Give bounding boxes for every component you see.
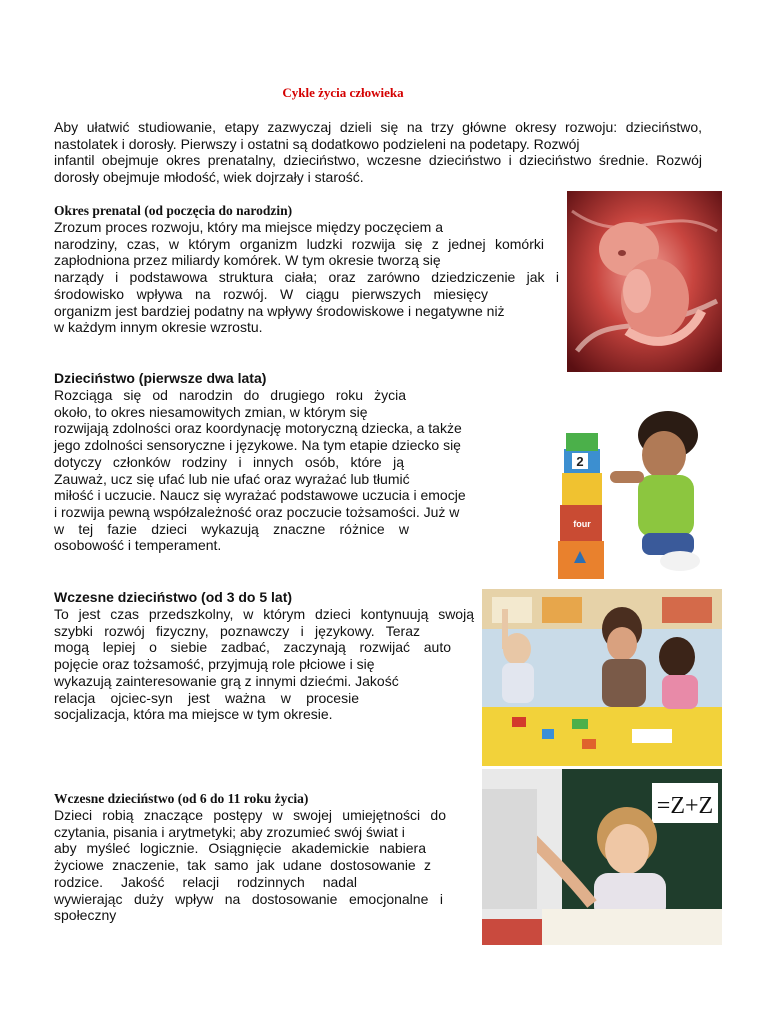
paragraph-line: społeczny (54, 907, 117, 924)
page-title: Cykle życia człowieka (282, 85, 404, 100)
section-paragraph-prenatal (54, 219, 559, 336)
paragraph-line: życiowe znaczenie, tak samo jak udane dostosowanie z (54, 857, 431, 874)
section-heading-infancy: Dzieciństwo (pierwsze dwa lata) (54, 370, 267, 386)
paragraph-line: szybki rozwój fizyczny, poznawczy i językowy. Teraz (54, 622, 420, 639)
preschool-classroom-photo (482, 589, 722, 766)
paragraph-line: i rozwija pewną współzależność oraz poczucie tożsamości. Już w (54, 503, 460, 520)
intro-line: nastolatek i dorosły. Pierwszy i ostatni są dodatkowo podzieleni na podetapy. Rozwój (54, 135, 580, 152)
paragraph-line: narządy i podstawowa struktura ciała; oraz zarówno dziedziczenie jak i (54, 269, 559, 286)
paragraph-line: To jest czas przedszkolny, w którym dzieci kontynuują swoją (54, 606, 474, 622)
section-paragraph-middle-childhood (54, 807, 454, 924)
paragraph-line: dotyczy członków rodziny i innych osób, które ją (54, 453, 404, 470)
fetus-photo (567, 191, 722, 372)
paragraph-line: zapłodniona przez miliardy komórek. W tym okresie tworzą się (54, 252, 441, 269)
paragraph-line: w tej fazie dzieci wykazują znaczne różnice w (54, 520, 409, 537)
paragraph-line: wywierając duży wpływ na dostosowanie emocjonalne i (54, 890, 443, 907)
intro-line: Aby ułatwić studiowanie, etapy zazwyczaj dzieli się na trzy główne okresy rozwoju: dzieciństwo, (54, 119, 702, 135)
paragraph-line: mogą lepiej o siebie zadbać, zaczynają rozwijać auto (54, 639, 451, 656)
paragraph-line: środowisko wpływa na rozwój. W ciągu pierwszych miesięcy (54, 285, 488, 302)
paragraph-line: narodziny, czas, w którym organizm ludzki rozwija się z jednej komórki (54, 235, 544, 252)
section-heading-prenatal: Okres prenatal (od poczęcia do narodzin) (54, 203, 293, 218)
intro-paragraph (54, 119, 702, 186)
paragraph-line: miłość i uczucie. Naucz się wyrażać podstawowe uczucia i emocje (54, 487, 466, 504)
intro-line: dorosły obejmuje młodość, wiek dojrzały i starość. (54, 169, 364, 186)
paragraph-line: Zauważ, ucz się ufać lub nie ufać oraz wyrażać lub tłumić (54, 470, 410, 487)
section-paragraph-early-childhood (54, 606, 474, 723)
paragraph-line: rozwijają zdolności oraz koordynację motoryczną dziecka, a także (54, 420, 462, 437)
paragraph-line: organizm jest bardziej podatny na wpływy środowiskowe i negatywne niż (54, 302, 505, 319)
paragraph-line: pojęcie oraz tożsamość, przyjmują role płciowe i się (54, 656, 375, 673)
toddler-blocks-photo (540, 393, 722, 583)
paragraph-line: jego zdolności sensoryczne i językowe. Na tym etapie dziecko się (54, 437, 461, 454)
paragraph-line: czytania, pisania i arytmetyki; aby zrozumieć swój świat i (54, 823, 405, 840)
intro-line: infantil obejmuje okres prenatalny, dzieciństwo, wczesne dzieciństwo i dzieciństwo średnie. Rozwój (54, 152, 702, 169)
paragraph-line: relacja ojciec-syn jest ważna w procesie (54, 689, 359, 706)
chalkboard-equation: =Z+Z (656, 793, 714, 819)
section-paragraph-infancy (54, 387, 504, 554)
paragraph-line: Rozciąga się od narodzin do drugiego roku życia (54, 387, 406, 403)
paragraph-line: rodzice. Jakość relacji rodzinnych nadal (54, 873, 357, 890)
section-heading-middle-childhood: Wczesne dzieciństwo (od 6 do 11 roku życia) (54, 791, 309, 806)
paragraph-line: około, to okres niesamowitych zmian, w którym się (54, 403, 368, 420)
section-heading-early-childhood: Wczesne dzieciństwo (od 3 do 5 lat) (54, 589, 293, 605)
toy-block-number: 2 (576, 454, 584, 469)
paragraph-line: aby myśleć logicznie. Osiągnięcie akademickie nabiera (54, 840, 426, 857)
toy-block-word: four (573, 519, 591, 529)
paragraph-line: w każdym innym okresie wzrostu. (54, 319, 263, 336)
paragraph-line: wykazują zainteresowanie grą z innymi dziećmi. Jakość (54, 672, 399, 689)
paragraph-line: Zrozum proces rozwoju, który ma miejsce między poczęciem a (54, 219, 444, 235)
paragraph-line: osobowość i temperament. (54, 537, 222, 554)
paragraph-line: Dzieci robią znaczące postępy w swojej umiejętności do (54, 807, 446, 823)
student-studying-photo (482, 769, 722, 945)
paragraph-line: socjalizacja, która ma miejsce w tym okresie. (54, 706, 333, 723)
